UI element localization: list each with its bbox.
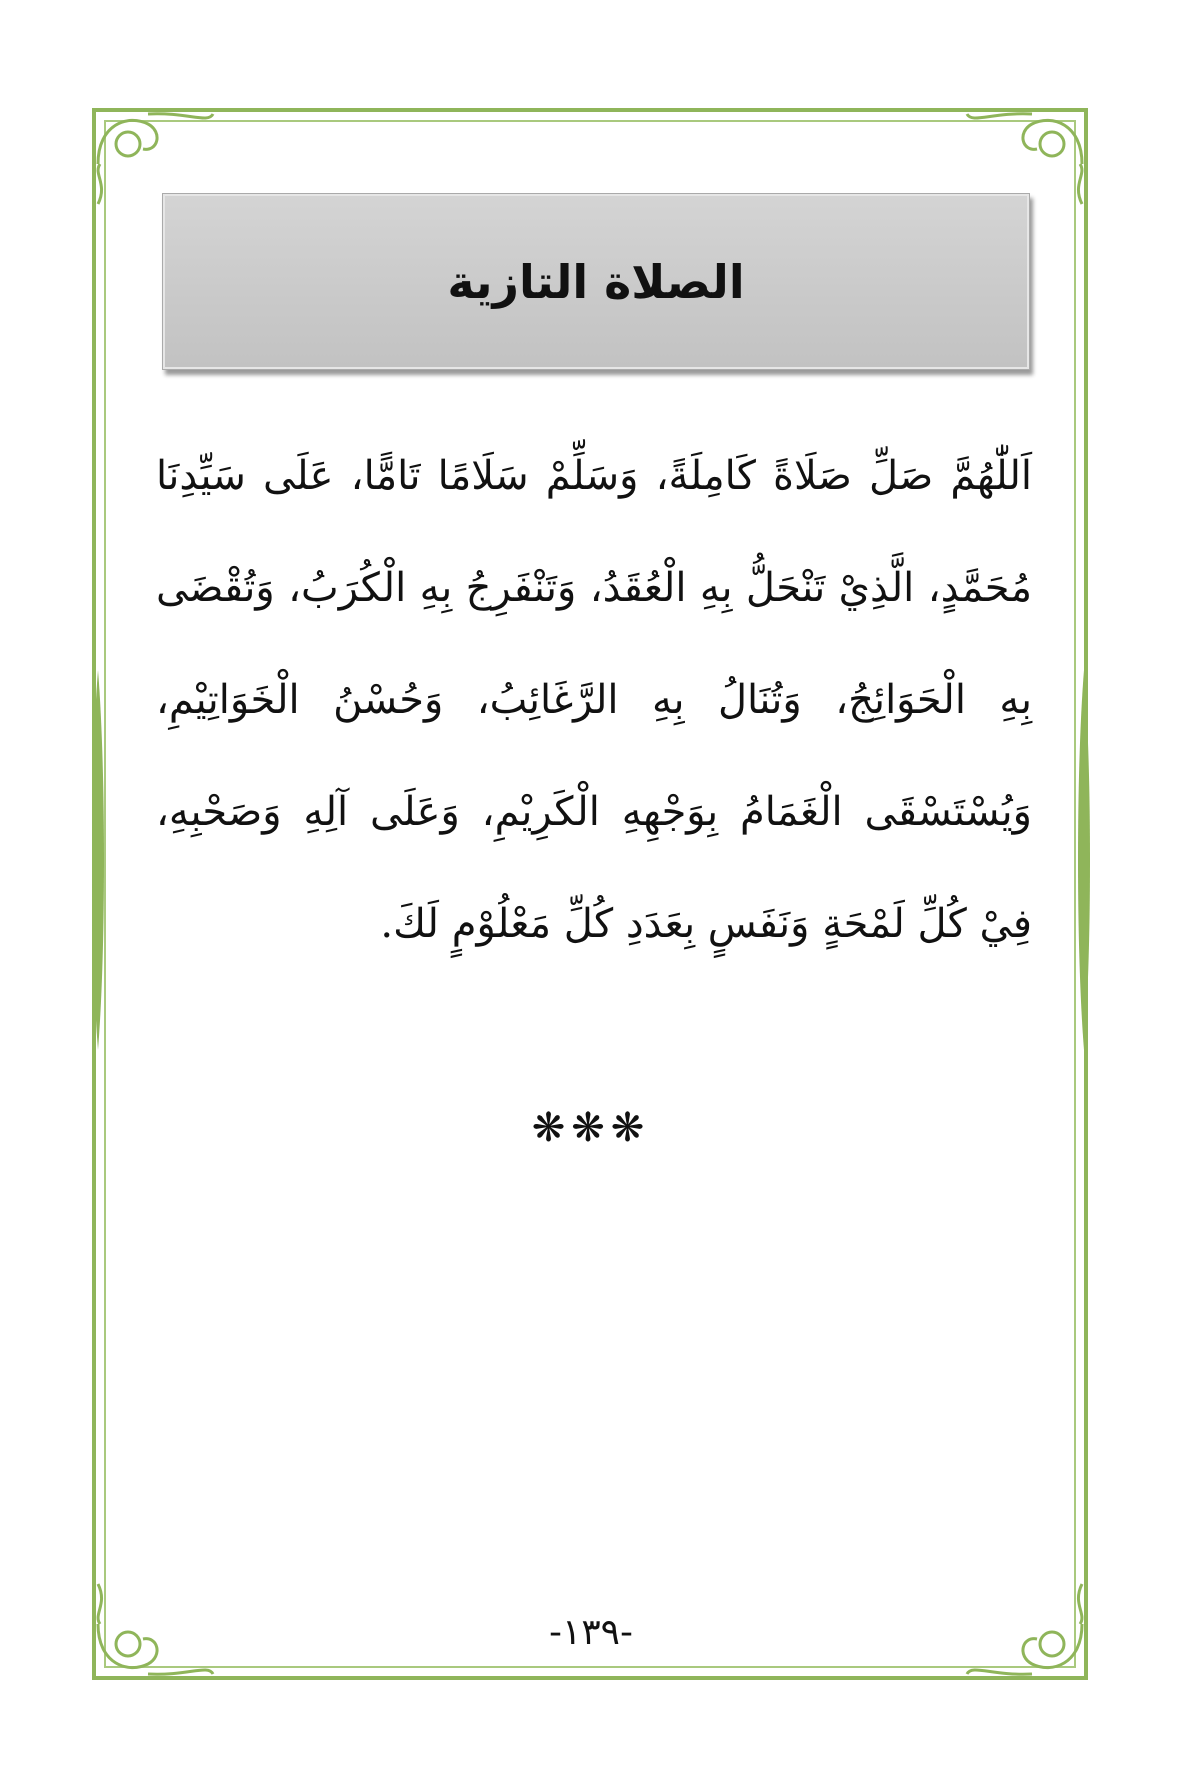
page-title: الصلاة التازية xyxy=(447,254,745,309)
side-ornament-left xyxy=(90,670,106,1050)
prayer-text: اَللّٰهُمَّ صَلِّ صَلَاةً كَامِلَةً، وَسَلِّمْ سَلَامًا تَامًّا، عَلَى سَيِّدِنَا مُحَمَّدٍ، الَّذِيْ تَنْحَلُّ بِهِ الْعُقَدُ، وَتَنْفَرِجُ بِهِ الْكُرَبُ، وَتُقْضَى بِهِ الْحَوَائِجُ، وَتُنَالُ بِهِ الرَّغَائِبُ، وَحُسْنُ الْخَوَاتِيْمِ، وَيُسْتَسْقَى الْغَمَامُ بِوَجْهِهِ الْكَرِيْمِ، وَعَلَى آلِهِ وَصَحْبِهِ، فِيْ كُلِّ لَمْحَةٍ وَنَفَسٍ بِعَدَدِ كُلِّ مَعْلُوْمٍ لَكَ. xyxy=(156,453,1032,947)
side-ornament-right xyxy=(1076,670,1092,1050)
section-separator: ❋❋❋ xyxy=(531,1105,651,1151)
title-banner xyxy=(162,193,1030,370)
page-number: -١٣٩- xyxy=(548,1612,633,1653)
